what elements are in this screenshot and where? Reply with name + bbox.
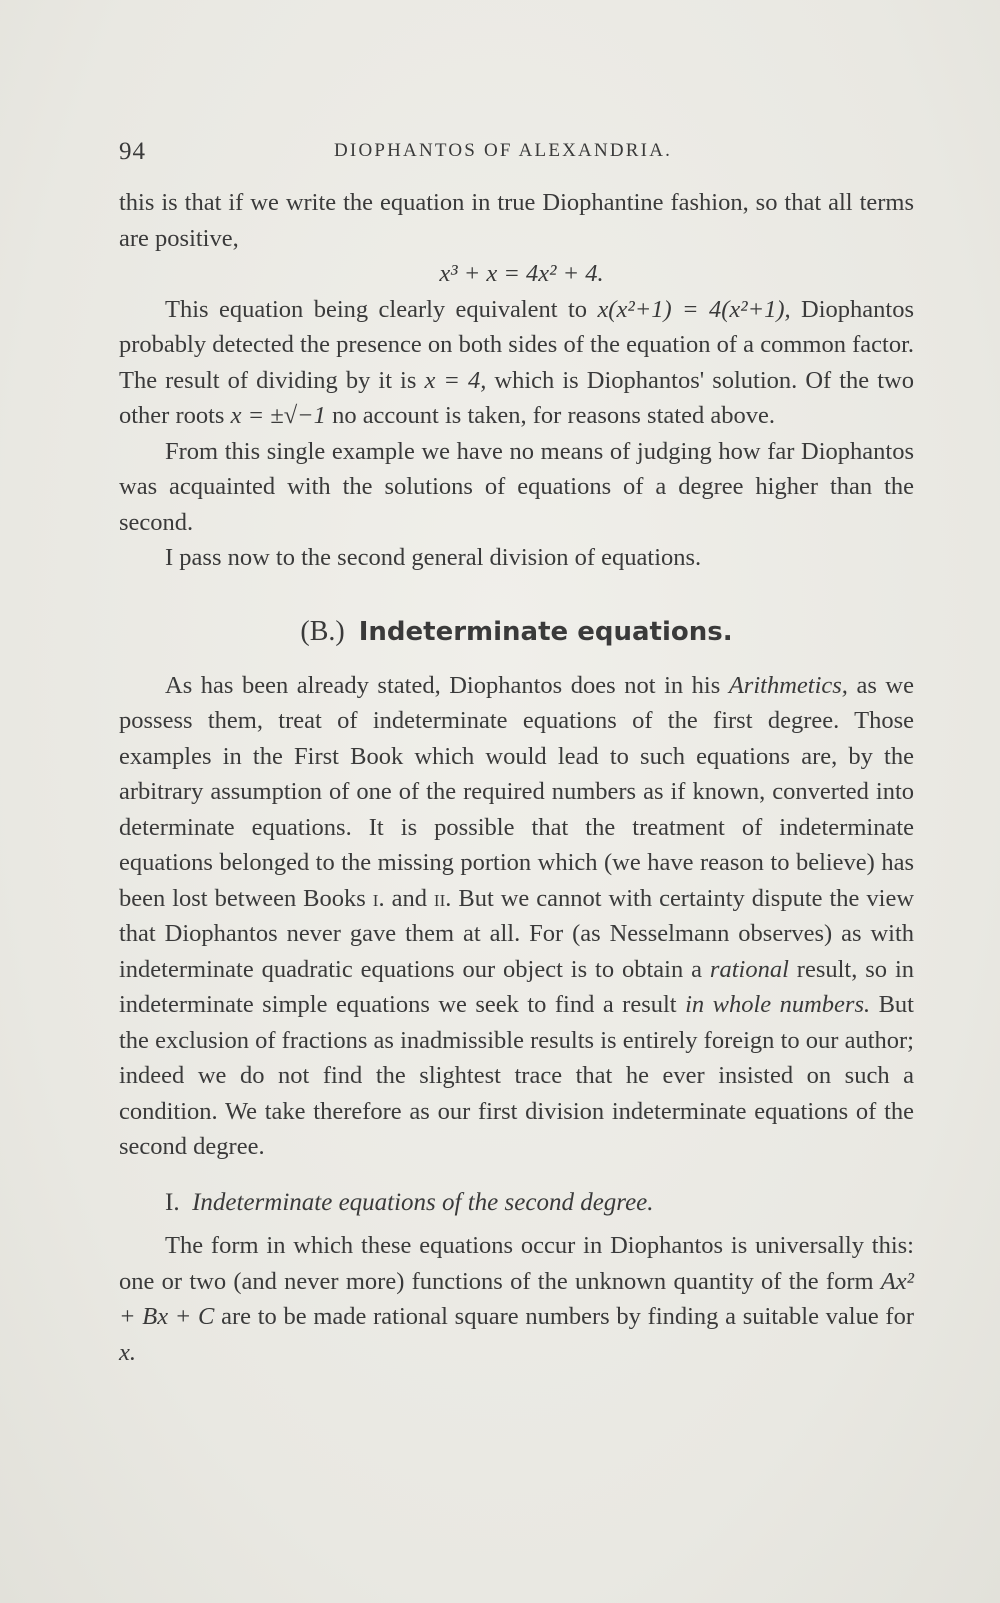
text-span: which is Diophantos' solution. Of the two other roots [119,366,914,429]
inline-equation: x = ±√−1 [230,402,326,429]
subsection-label: I. [165,1188,180,1216]
book-number: i. [372,884,385,912]
text-span: are to be made rational square numbers by finding a suitable value for [214,1303,914,1330]
inline-equation: x. [119,1338,136,1366]
text-span: as we possess them, treat of indeterminate equations of the first degree. Those examples in the First Book which would lead to such equations are, by the arbitrary assumption of one of the required numbers as if known, converted into determinate equations. It is possible that the treatment of indeterminate equations belonged to the missing portion which (we have reason to believe) has been lost between Books [119,671,914,912]
italic-text: Arithmetics, [728,671,848,699]
text-span: result, so in indeterminate simple equations we seek to find a result [119,955,915,1018]
page-header [119,138,909,168]
paragraph-single-example: From this single example we have no means of judging how far Diophantos was acquainted with the solutions of equations of a degree higher than the second. [119,437,914,536]
book-number: ii. [433,884,452,912]
text-span: But the exclusion of fractions as inadmissible results is entirely foreign to our author; indeed we do not find the slightest trace that he ever insisted on such a condition. We take therefore as our first division indeterminate equations of the second degree. [119,991,914,1160]
page-number: 94 [119,138,146,165]
inline-equation: x = 4, [424,366,487,394]
text-span: But we cannot with certainty dispute the view that Diophantos never gave them at all. For (as Nesselmann observes) as with indeterminate quadratic equations our object is to obtain a [119,884,915,983]
paragraph-intro: this is that if we write the equation in true Diophantine fashion, so that all terms are positive, [119,189,914,252]
section-title: Indeterminate equations. [358,616,733,647]
paragraph-equivalent [119,292,914,434]
italic-text: in whole numbers. [685,991,871,1018]
text-span: The form in which these equations occur in Diophantos is universally this: one or two (and never more) functions of the unknown quantity of the form [119,1232,914,1295]
subsection-title: Indeterminate equations of the second degree. [192,1188,654,1216]
section-label: (B.) [300,615,345,647]
running-head: DIOPHANTOS OF ALEXANDRIA. [334,140,673,161]
section-heading-b [119,614,914,650]
body-text [119,185,914,1370]
equation-cubic: x³ + x = 4x² + 4. [439,260,604,287]
text-span: and [384,884,434,912]
text-span: This equation being clearly equivalent to [165,295,598,323]
subsection-heading [119,1185,914,1221]
text-span: no account is taken, for reasons stated above. [325,402,775,429]
text-span: Diophantos probably detected the presence on both sides of the equation of a common factor. The result of dividing by it is [119,295,914,394]
inline-equation: Ax² + Bx + C [119,1267,914,1330]
paragraph-form [119,1228,914,1370]
text-span: As has been already stated, Diophantos does not in his [165,671,729,699]
italic-text: rational [709,955,789,983]
paragraph-pass-now: I pass now to the second general division of equations. [165,544,702,571]
inline-equation: x(x²+1) = 4(x²+1), [597,295,791,323]
paragraph-indeterminate [119,668,914,1165]
